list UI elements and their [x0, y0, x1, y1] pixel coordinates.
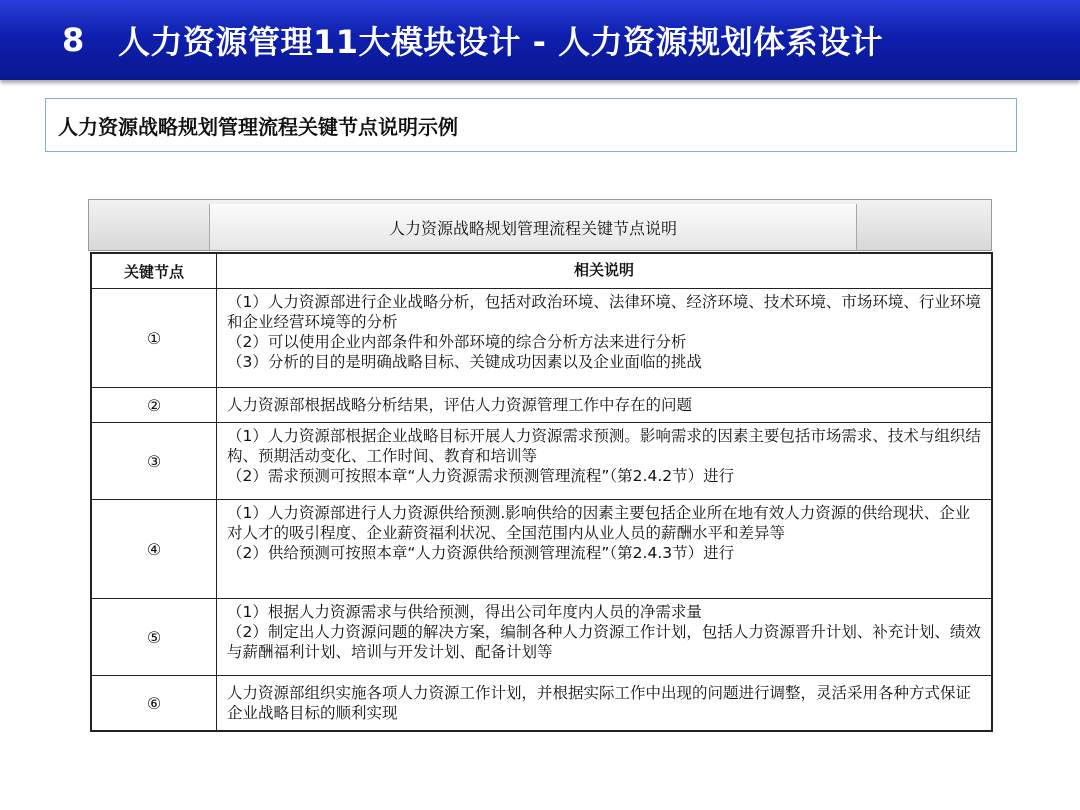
table-caption-banner — [88, 199, 992, 251]
node-cell: ⑤ — [92, 599, 217, 675]
title-bar — [0, 0, 1080, 80]
description-line: （2）供给预测可按照本章“人力资源供给预测管理流程”（第2.4.3节）进行 — [227, 544, 735, 562]
description-cell — [217, 423, 991, 499]
table-row — [92, 387, 991, 422]
column-header-node: 关键节点 — [92, 254, 217, 288]
description-cell — [217, 289, 991, 387]
column-header-description: 相关说明 — [573, 261, 634, 279]
table-row — [92, 675, 991, 730]
node-cell: ④ — [92, 500, 217, 598]
subtitle-text: 人力资源战略规划管理流程关键节点说明示例 — [58, 114, 458, 139]
description-cell — [217, 388, 991, 422]
description-line: 人力资源部组织实施各项人力资源工作计划，并根据实际工作中出现的问题进行调整，灵活采用各种方式保证企业战略目标的顺利实现 — [227, 684, 972, 722]
table-row — [92, 499, 991, 598]
node-cell: ② — [92, 388, 217, 422]
description-line: （1）人力资源部根据企业战略目标开展人力资源需求预测。影响需求的因素主要包括市场需求、技术与组织结构、预期活动变化、工作时间、教育和培训等 — [227, 427, 981, 465]
table-row — [92, 288, 991, 387]
description-line: 人力资源部根据战略分析结果，评估人力资源管理工作中存在的问题 — [227, 396, 693, 414]
table-header-row — [92, 254, 991, 288]
page-title: 人力资源管理11大模块设计 - 人力资源规划体系设计 — [118, 23, 884, 61]
table-caption: 人力资源战略规划管理流程关键节点说明 — [209, 204, 857, 250]
description-line: （3）分析的目的是明确战略目标、关键成功因素以及企业面临的挑战 — [227, 353, 702, 371]
description-cell — [217, 599, 991, 675]
description-line: （1）根据人力资源需求与供给预测，得出公司年度内人员的净需求量 — [227, 603, 702, 621]
node-cell: ① — [92, 289, 217, 387]
key-nodes-table — [90, 252, 993, 732]
section-number: 8 — [62, 21, 85, 59]
description-line: （1）人力资源部进行人力资源供给预测.影响供给的因素主要包括企业所在地有效人力资源的供给现状、企业对人才的吸引程度、企业薪资福利状况、全国范围内从业人员的薪酬水平和差异等 — [227, 504, 971, 542]
node-cell: ⑥ — [92, 676, 217, 730]
description-line: （2）制定出人力资源问题的解决方案，编制各种人力资源工作计划，包括人力资源晋升计划、补充计划、绩效与薪酬福利计划、培训与开发计划、配备计划等 — [227, 623, 981, 661]
description-cell — [217, 676, 991, 730]
subtitle-box — [45, 98, 1017, 152]
description-line: （2）需求预测可按照本章“人力资源需求预测管理流程”（第2.4.2节）进行 — [227, 467, 735, 485]
table-row — [92, 598, 991, 675]
description-cell — [217, 500, 991, 598]
description-line: （2）可以使用企业内部条件和外部环境的综合分析方法来进行分析 — [227, 333, 687, 351]
description-line: （1）人力资源部进行企业战略分析，包括对政治环境、法律环境、经济环境、技术环境、市场环境、行业环境和企业经营环境等的分析 — [227, 293, 981, 331]
table-row — [92, 422, 991, 499]
node-cell: ③ — [92, 423, 217, 499]
